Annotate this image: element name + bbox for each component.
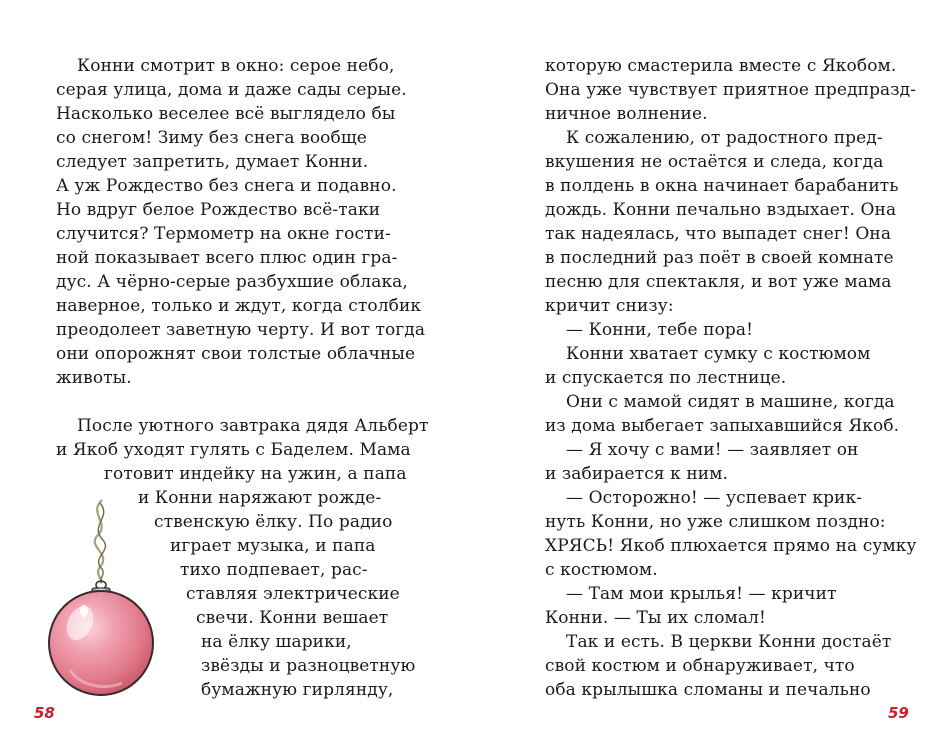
text-line: звёзды и разноцветную xyxy=(201,656,416,676)
text-line: играет музыка, и папа xyxy=(170,536,376,556)
text-line: ной показывает всего плюс один гра- xyxy=(56,248,398,268)
text-line: — Я хочу с вами! — заявляет он xyxy=(566,440,859,460)
text-line: оба крылышка сломаны и печально xyxy=(545,680,871,700)
text-line: и забирается к ним. xyxy=(545,464,729,484)
text-line: бумажную гирлянду, xyxy=(201,680,394,700)
text-line: песню для спектакля, и вот уже мама xyxy=(545,272,892,292)
text-line: Но вдруг белое Рождество всё-таки xyxy=(56,200,381,220)
text-line: животы. xyxy=(56,368,132,388)
text-line: вкушения не остаётся и следа, когда xyxy=(545,152,884,172)
text-line: Конни. — Ты их сломал! xyxy=(545,608,766,628)
text-line: и Конни наряжают рожде- xyxy=(138,488,382,508)
text-line: преодолеет заветную черту. И вот тогда xyxy=(56,320,426,340)
text-line: — Осторожно! — успевает крик- xyxy=(566,488,863,508)
text-line: Насколько веселее всё выглядело бы xyxy=(56,104,396,124)
text-line: кричит снизу: xyxy=(545,296,674,316)
text-line: наверное, только и ждут, когда столбик xyxy=(56,296,422,316)
text-line: в последний раз поёт в своей комнате xyxy=(545,248,894,268)
text-line: свечи. Конни вешает xyxy=(196,608,389,628)
text-line: Она уже чувствует приятное предпразд- xyxy=(545,80,917,100)
text-line: дождь. Конни печально вздыхает. Она xyxy=(545,200,897,220)
text-line: которую смастерила вместе с Якобом. xyxy=(545,56,897,76)
text-line: После уютного завтрака дядя Альберт xyxy=(77,416,429,436)
text-line: Они с мамой сидят в машине, когда xyxy=(566,392,895,412)
text-line: тихо подпевает, рас- xyxy=(180,560,368,580)
text-line: и спускается по лестнице. xyxy=(545,368,787,388)
page-number: 58 xyxy=(34,704,55,722)
text-line: ставляя электрические xyxy=(186,584,400,604)
text-line: Так и есть. В церкви Конни достаёт xyxy=(566,632,892,652)
text-line: свой костюм и обнаруживает, что xyxy=(545,656,855,676)
text-line: случится? Термометр на окне гости- xyxy=(56,224,391,244)
text-line: А уж Рождество без снега и подавно. xyxy=(56,176,397,196)
text-line: так надеялась, что выпадет снег! Она xyxy=(545,224,892,244)
text-line: — Там мои крылья! — кричит xyxy=(566,584,837,604)
text-line: ничное волнение. xyxy=(545,104,708,124)
text-line: в полдень в окна начинает барабанить xyxy=(545,176,899,196)
text-line: — Конни, тебе пора! xyxy=(566,320,754,340)
text-line: со снегом! Зиму без снега вообще xyxy=(56,128,367,148)
text-line: и Якоб уходят гулять с Баделем. Мама xyxy=(56,440,411,460)
text-line: серая улица, дома и даже сады серые. xyxy=(56,80,407,100)
page-number: 59 xyxy=(888,704,909,722)
text-line: Конни смотрит в окно: серое небо, xyxy=(77,56,395,76)
text-line: они опорожнят свои толстые облачные xyxy=(56,344,416,364)
text-line: Конни хватает сумку с костюмом xyxy=(566,344,871,364)
text-line: К сожалению, от радостного пред- xyxy=(566,128,883,148)
text-line: ХРЯСЬ! Якоб плюхается прямо на сумку xyxy=(545,536,917,556)
text-line: ственскую ёлку. По радио xyxy=(154,512,393,532)
text-line: из дома выбегает запыхавшийся Якоб. xyxy=(545,416,900,436)
text-line: следует запретить, думает Конни. xyxy=(56,152,369,172)
text-line: нуть Конни, но уже слишком поздно: xyxy=(545,512,886,532)
text-line: готовит индейку на ужин, а папа xyxy=(104,464,407,484)
christmas-ornament-icon xyxy=(40,495,160,705)
text-line: на ёлку шарики, xyxy=(201,632,352,652)
text-line: с костюмом. xyxy=(545,560,658,580)
text-line: дус. А чёрно-серые разбухшие облака, xyxy=(56,272,408,292)
